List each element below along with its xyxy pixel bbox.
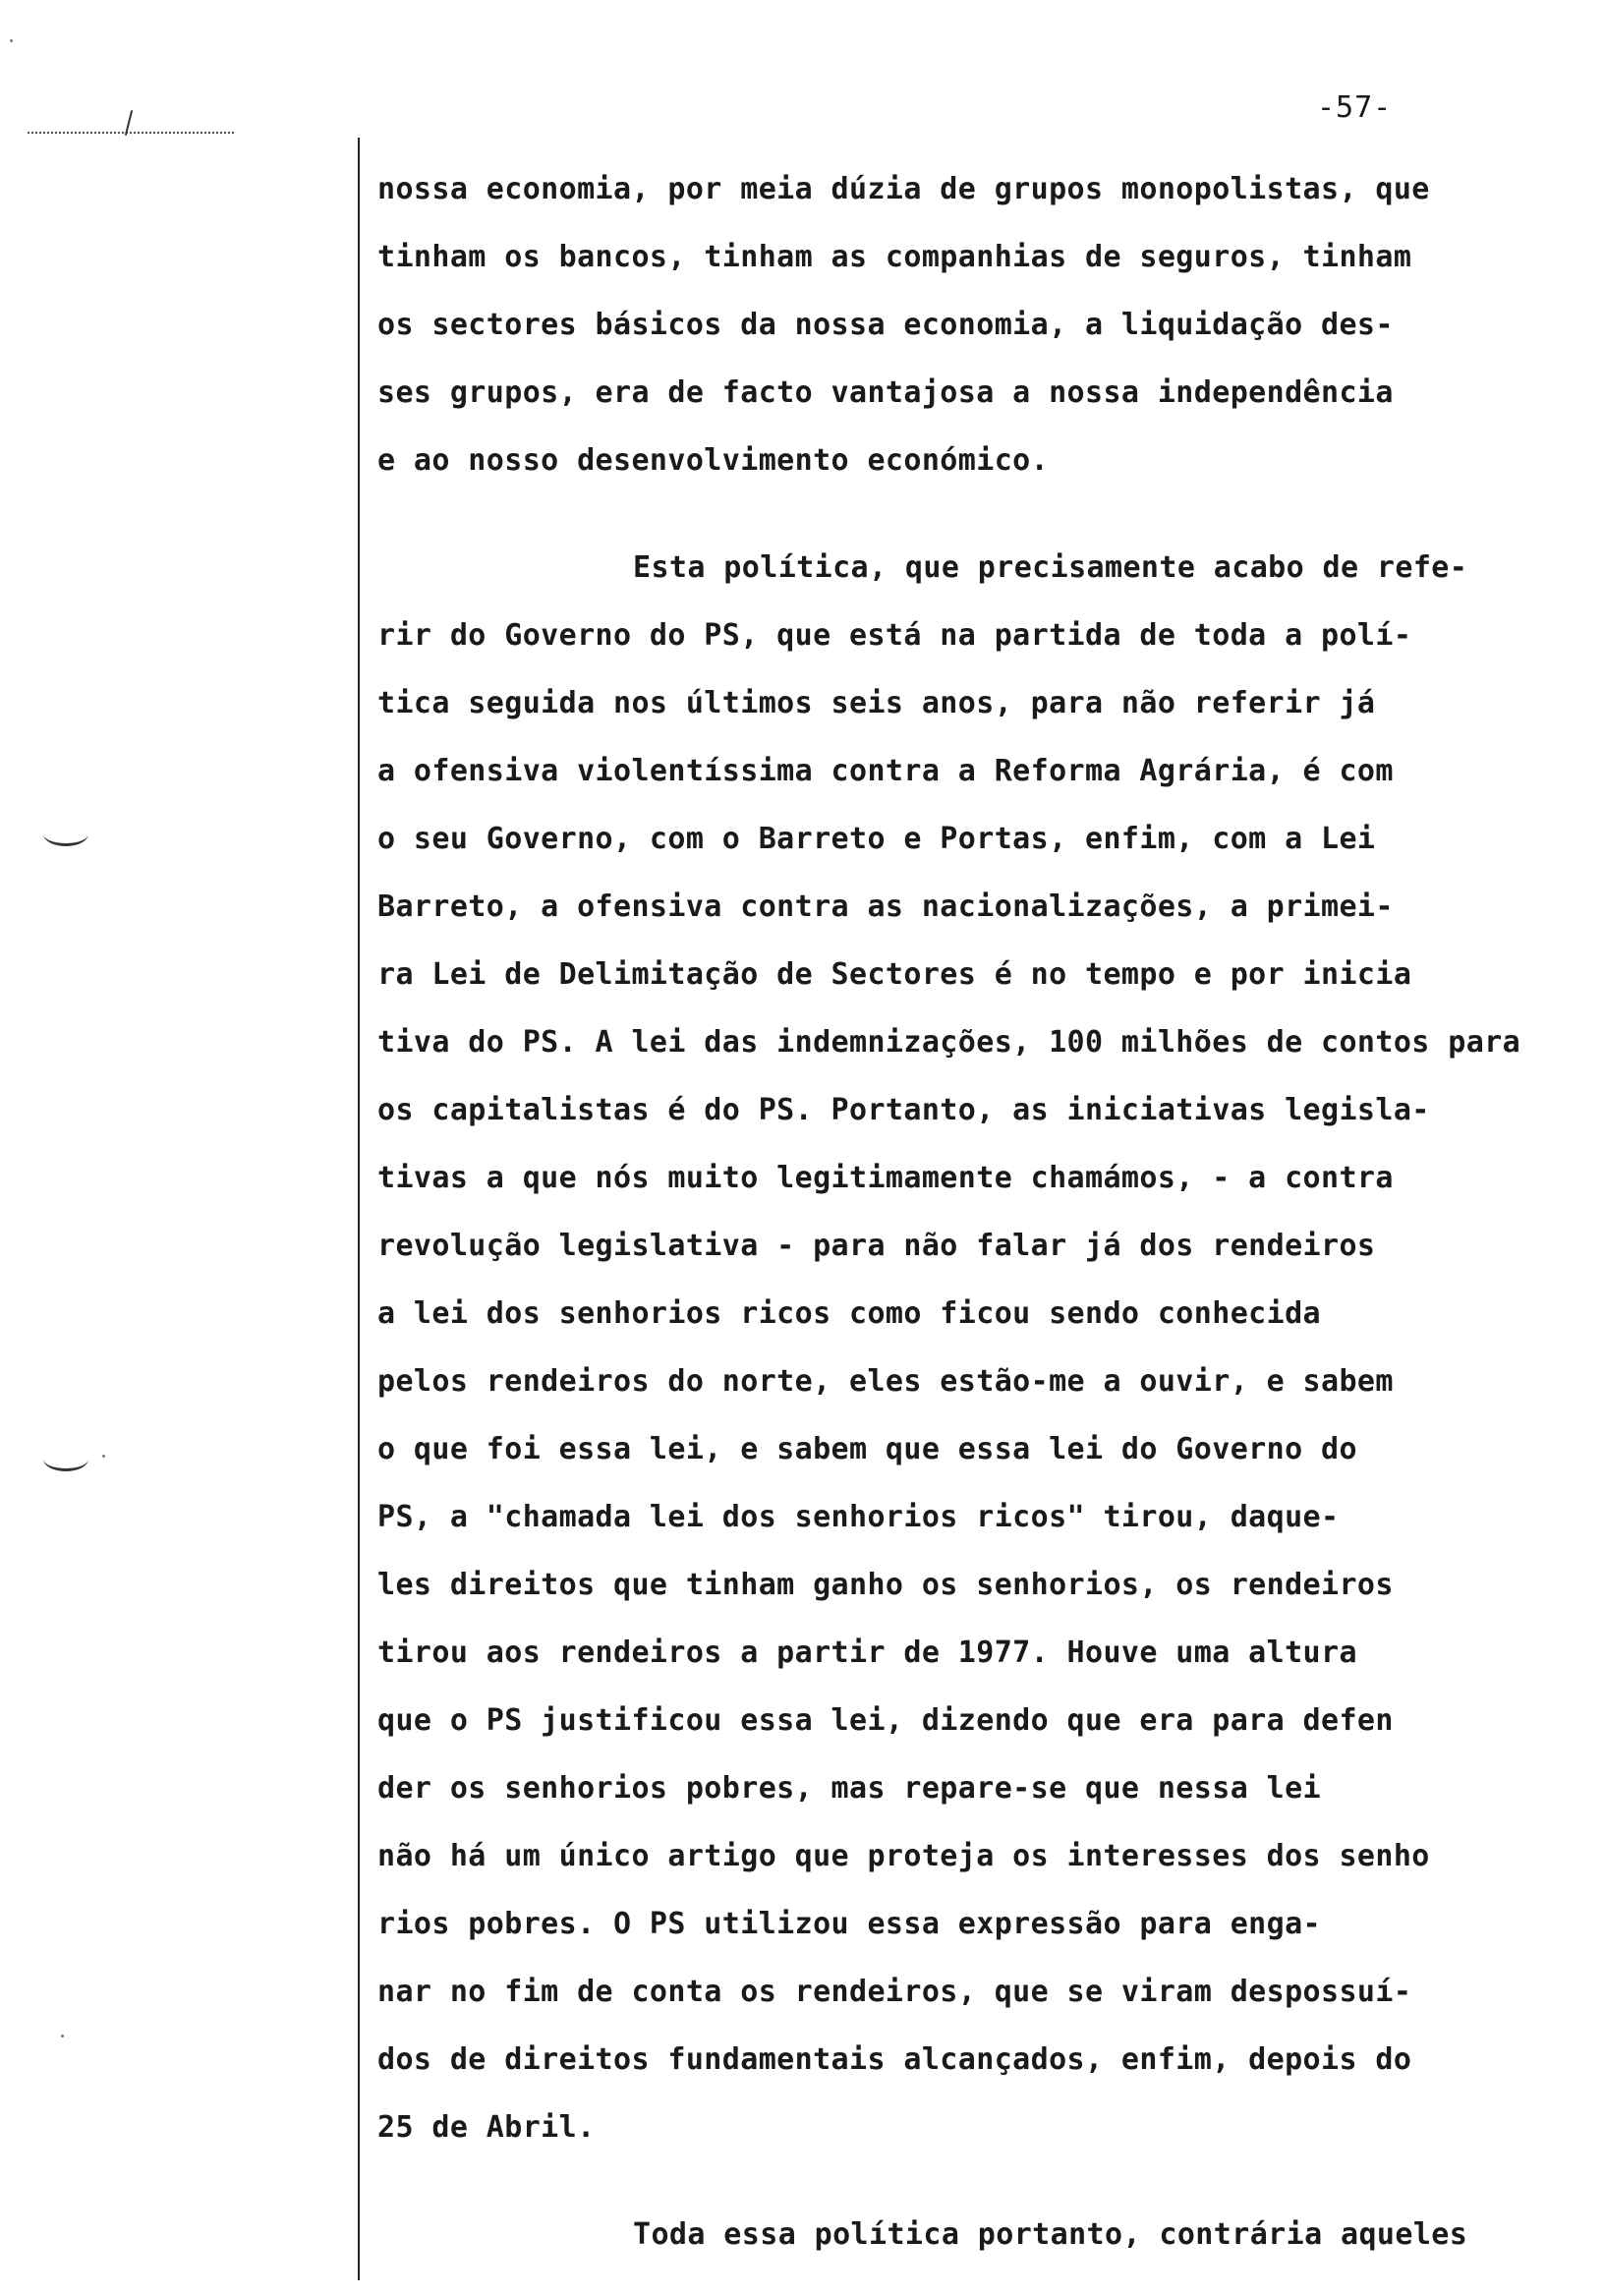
- text-line: nar no fim de conta os rendeiros, que se viram despossuí-: [377, 1975, 1412, 2009]
- body-text: [377, 155, 1596, 2268]
- paragraph-gap: [377, 2161, 1596, 2201]
- margin-dotted-mark: [28, 132, 234, 134]
- text-line: a ofensiva violentíssima contra a Reforma Agrária, é com: [377, 754, 1394, 788]
- scan-speck: [102, 1455, 105, 1458]
- text-line: ra Lei de Delimitação de Sectores é no tempo e por inicia: [377, 957, 1412, 992]
- text-line: o seu Governo, com o Barreto e Portas, enfim, com a Lei: [377, 822, 1376, 856]
- text-line: que o PS justificou essa lei, dizendo que era para defen: [377, 1703, 1394, 1738]
- text-line: nossa economia, por meia dúzia de grupos monopolistas, que: [377, 172, 1430, 206]
- scan-speck: [10, 39, 13, 42]
- margin-rule: [358, 138, 360, 2280]
- scan-speck: [61, 2035, 64, 2038]
- text-line: tivas a que nós muito legitimamente chamámos, - a contra: [377, 1161, 1394, 1195]
- text-line: tirou aos rendeiros a partir de 1977. Houve uma altura: [377, 1636, 1357, 1670]
- text-line: tica seguida nos últimos seis anos, para não referir já: [377, 686, 1376, 720]
- text-line: tinham os bancos, tinham as companhias de seguros, tinham: [377, 240, 1412, 274]
- text-line: tiva do PS. A lei das indemnizações, 100 milhões de contos para: [377, 1025, 1521, 1060]
- text-line: rios pobres. O PS utilizou essa expressão para enga-: [377, 1907, 1321, 1941]
- text-line: e ao nosso desenvolvimento económico.: [377, 443, 1050, 478]
- text-line: não há um único artigo que proteja os interesses dos senho: [377, 1839, 1430, 1873]
- text-line: os capitalistas é do PS. Portanto, as iniciativas legisla-: [377, 1093, 1430, 1127]
- text-line: revolução legislativa - para não falar já dos rendeiros: [377, 1229, 1376, 1263]
- text-line: Esta política, que precisamente acabo de refe-: [633, 550, 1468, 585]
- text-line: ses grupos, era de facto vantajosa a nossa independência: [377, 375, 1394, 410]
- text-line: o que foi essa lei, e sabem que essa lei do Governo do: [377, 1432, 1357, 1466]
- paragraph-gap: [377, 494, 1596, 534]
- text-line: Barreto, a ofensiva contra as nacionalizações, a primei-: [377, 890, 1394, 924]
- text-line: rir do Governo do PS, que está na partida de toda a polí-: [377, 618, 1412, 653]
- text-line: a lei dos senhorios ricos como ficou sendo conhecida: [377, 1296, 1321, 1331]
- text-line: der os senhorios pobres, mas repare-se que nessa lei: [377, 1771, 1321, 1806]
- page-number: -57-: [1317, 90, 1393, 125]
- paragraph: [377, 534, 1596, 2161]
- punch-hole-mark: [43, 822, 88, 846]
- text-line: os sectores básicos da nossa economia, a liquidação des-: [377, 308, 1394, 342]
- paragraph: [377, 155, 1596, 494]
- text-line: dos de direitos fundamentais alcançados, enfim, depois do: [377, 2042, 1412, 2077]
- paragraph: [377, 2201, 1596, 2268]
- text-line: 25 de Abril.: [377, 2110, 596, 2145]
- punch-hole-mark: [43, 1447, 88, 1471]
- text-line: PS, a "chamada lei dos senhorios ricos" tirou, daque-: [377, 1500, 1340, 1534]
- text-line: pelos rendeiros do norte, eles estão-me a ouvir, e sabem: [377, 1364, 1394, 1399]
- text-line: les direitos que tinham ganho os senhorios, os rendeiros: [377, 1568, 1394, 1602]
- text-line: Toda essa política portanto, contrária aqueles: [633, 2217, 1468, 2252]
